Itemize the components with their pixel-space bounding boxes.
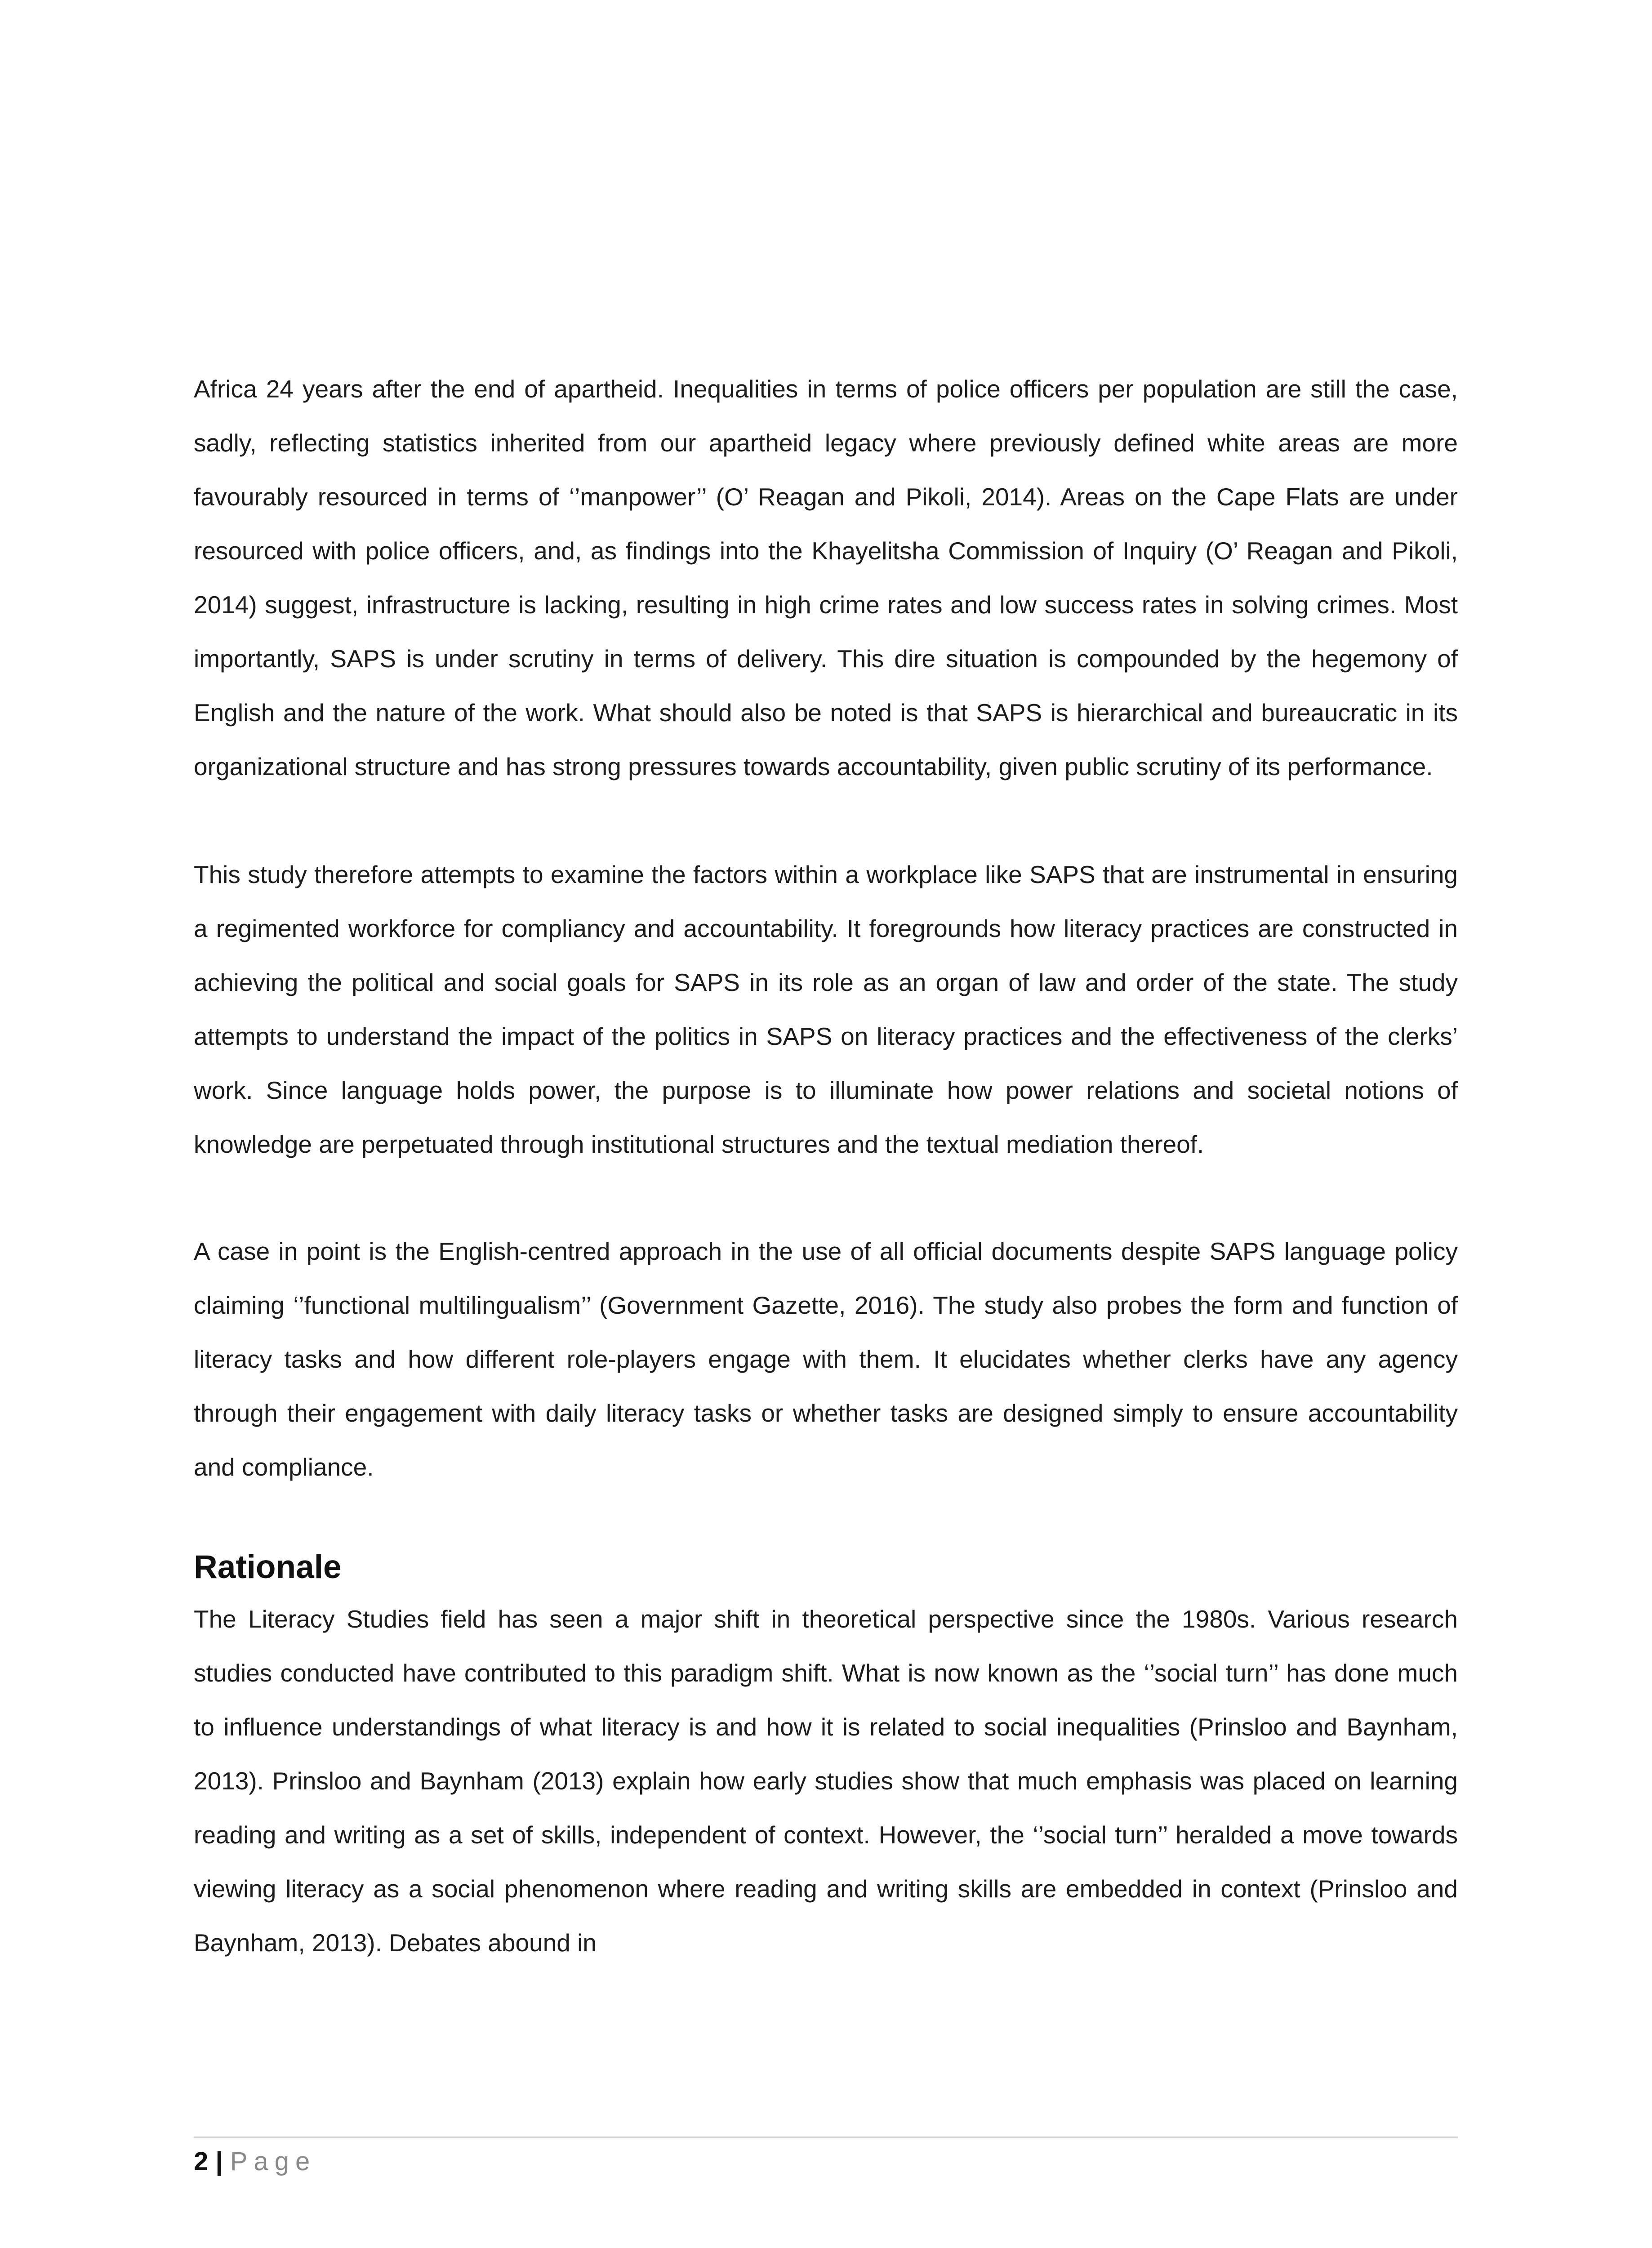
footer-divider <box>194 2136 1458 2138</box>
page-footer <box>194 2144 316 2180</box>
page-body <box>194 362 1458 1970</box>
page-label: Page <box>230 2147 316 2176</box>
paragraph-rationale: The Literacy Studies field has seen a major shift in theoretical perspective since the 1980s. Various research studies conducted have contributed to this paradigm shift. What is now known as the ‘’social turn’’ has done much to influence understandings of what literacy is and how it is related to social inequalities (Prinsloo and Baynham, 2013). Prinsloo and Baynham (2013) explain how early studies show that much emphasis was placed on learning reading and writing as a set of skills, independent of context. However, the ‘’social turn’’ heralded a move towards viewing literacy as a social phenomenon where reading and writing skills are embedded in context (Prinsloo and Baynham, 2013). Debates abound in <box>194 1605 1458 1957</box>
page-number: 2 <box>194 2147 209 2176</box>
paragraph-apartheid-inequalities: Africa 24 years after the end of apartheid. Inequalities in terms of police officers per population are still the case, sadly, reflecting statistics inherited from our apartheid legacy where previously defined white areas are more favourably resourced in terms of ‘’manpower’’ (O’ Reagan and Pikoli, 2014). Areas on the Cape Flats are under resourced with police officers, and, as findings into the Khayelitsha Commission of Inquiry (O’ Reagan and Pikoli, 2014) suggest, infrastructure is lacking, resulting in high crime rates and low success rates in solving crimes. Most importantly, SAPS is under scrutiny in terms of delivery. This dire situation is compounded by the hegemony of English and the nature of the work. What should also be noted is that SAPS is hierarchical and bureaucratic in its organizational structure and has strong pressures towards accountability, given public scrutiny of its performance. <box>194 375 1458 781</box>
footer-separator: | <box>215 2147 223 2176</box>
paragraph-case-in-point: A case in point is the English-centred approach in the use of all official documents despite SAPS language policy claiming ‘’functional multilingualism’’ (Government Gazette, 2016). The study also probes the form and function of literacy tasks and how different role-players engage with them. It elucidates whether clerks have any agency through their engagement with daily literacy tasks or whether tasks are designed simply to ensure accountability and compliance. <box>194 1237 1458 1481</box>
paragraph-study-purpose: This study therefore attempts to examine the factors within a workplace like SAPS that are instrumental in ensuring a regimented workforce for compliancy and accountability. It foregrounds how literacy practices are constructed in achieving the political and social goals for SAPS in its role as an organ of law and order of the state. The study attempts to understand the impact of the politics in SAPS on literacy practices and the effectiveness of the clerks’ work. Since language holds power, the purpose is to illuminate how power relations and societal notions of knowledge are perpetuated through institutional structures and the textual mediation thereof. <box>194 861 1458 1158</box>
section-heading-rationale: Rationale <box>194 1549 342 1585</box>
